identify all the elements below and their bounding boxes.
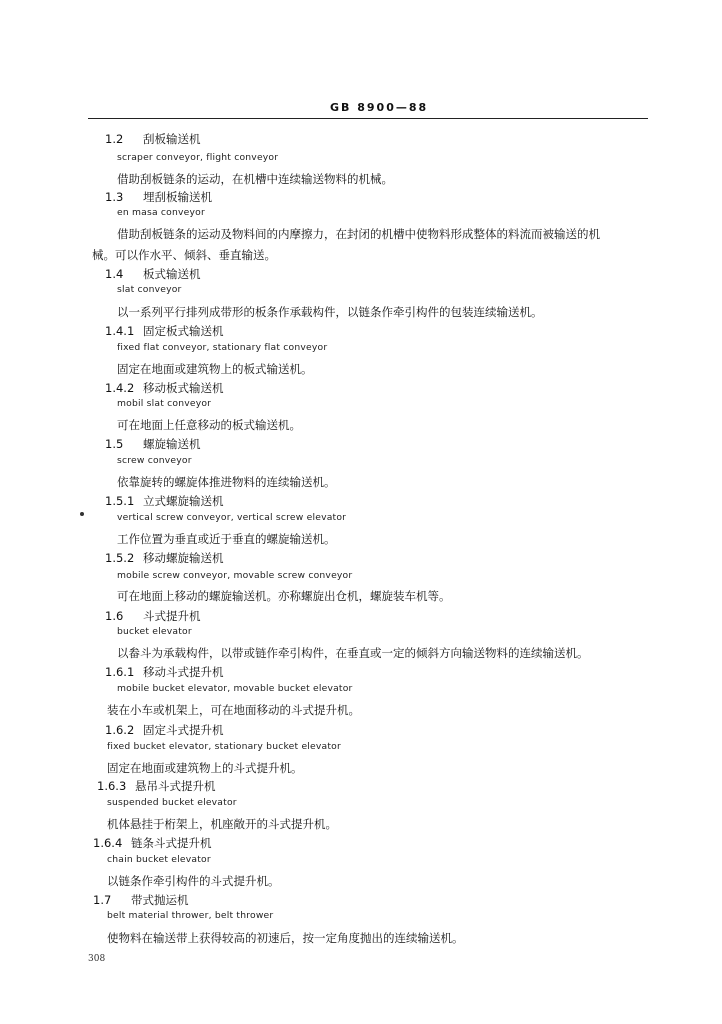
definition-text: 械。可以作水平、倾斜、垂直输送。 <box>92 248 276 262</box>
section-title: 带式抛运机 <box>131 893 189 907</box>
section-heading <box>105 493 224 509</box>
definition-text: 可在地面上任意移动的板式输送机。 <box>117 418 301 432</box>
english-term: suspended bucket elevator <box>107 797 237 808</box>
definition-text: 以链条作牵引构件的斗式提升机。 <box>107 874 280 888</box>
section-heading <box>93 835 212 851</box>
definition-text: 可在地面上移动的螺旋输送机。亦称螺旋出仓机，螺旋装车机等。 <box>117 589 451 603</box>
section-number: 1.6.2 <box>105 723 135 737</box>
english-term: scraper conveyor, flight conveyor <box>117 152 279 163</box>
english-term: chain bucket elevator <box>107 854 211 865</box>
section-number: 1.4.1 <box>105 324 135 338</box>
english-term: mobil slat conveyor <box>117 398 212 409</box>
section-heading <box>105 436 201 452</box>
section-title: 埋刮板输送机 <box>143 190 212 204</box>
section-title: 固定斗式提升机 <box>143 723 224 737</box>
section-number: 1.6.3 <box>97 779 127 793</box>
definition-text: 依靠旋转的螺旋体推进物料的连续输送机。 <box>117 475 336 489</box>
standard-header: GB 8900—88 <box>330 101 429 114</box>
section-title: 固定板式输送机 <box>143 324 224 338</box>
section-heading <box>97 778 216 794</box>
section-title: 移动螺旋输送机 <box>143 551 224 565</box>
english-term: slat conveyor <box>117 284 182 295</box>
definition-text: 借助刮板链条的运动及物料间的内摩擦力，在封闭的机槽中使物料形成整体的料流而被输送的机 <box>117 227 600 241</box>
section-heading <box>105 380 224 396</box>
definition-text: 使物料在输送带上获得较高的初速后，按一定角度抛出的连续输送机。 <box>107 931 464 945</box>
section-heading <box>105 664 224 680</box>
section-heading <box>105 550 224 566</box>
definition-text: 以一系列平行排列成带形的板条作承载构件，以链条作牵引构件的包装连续输送机。 <box>117 305 543 319</box>
section-number: 1.6 <box>105 609 124 623</box>
english-term: fixed flat conveyor, stationary flat conveyor <box>117 342 328 353</box>
definition-text: 以畚斗为承载构件，以带或链作牵引构件，在垂直或一定的倾斜方向输送物料的连续输送机。 <box>117 646 589 660</box>
section-title: 移动板式输送机 <box>143 381 224 395</box>
english-term: mobile bucket elevator, movable bucket elevator <box>117 683 353 694</box>
scan-speck <box>80 512 84 516</box>
section-title: 板式输送机 <box>143 267 201 281</box>
section-number: 1.5 <box>105 437 124 451</box>
section-title: 悬吊斗式提升机 <box>135 779 216 793</box>
section-number: 1.6.4 <box>93 836 123 850</box>
english-term: bucket elevator <box>117 626 192 637</box>
header-rule <box>88 118 648 119</box>
section-number: 1.3 <box>105 190 124 204</box>
section-number: 1.5.1 <box>105 494 135 508</box>
section-number: 1.5.2 <box>105 551 135 565</box>
section-number: 1.2 <box>105 132 124 146</box>
section-heading <box>105 608 201 624</box>
section-title: 移动斗式提升机 <box>143 665 224 679</box>
definition-text: 借助刮板链条的运动，在机槽中连续输送物料的机械。 <box>117 172 393 186</box>
section-title: 刮板输送机 <box>143 132 201 146</box>
definition-text: 机体悬挂于桁架上，机座敞开的斗式提升机。 <box>107 817 337 831</box>
section-title: 斗式提升机 <box>143 609 201 623</box>
page-number: 308 <box>88 954 106 964</box>
english-term: belt material thrower, belt thrower <box>107 910 274 921</box>
english-term: en masa conveyor <box>117 207 205 218</box>
section-heading <box>105 131 201 147</box>
definition-text: 固定在地面或建筑物上的斗式提升机。 <box>107 761 303 775</box>
section-heading <box>105 189 212 205</box>
section-heading <box>93 892 189 908</box>
section-heading <box>105 722 224 738</box>
section-number: 1.4 <box>105 267 124 281</box>
english-term: fixed bucket elevator, stationary bucket elevator <box>107 741 341 752</box>
section-title: 立式螺旋输送机 <box>143 494 224 508</box>
section-heading <box>105 266 201 282</box>
definition-text: 装在小车或机架上，可在地面移动的斗式提升机。 <box>107 703 360 717</box>
section-number: 1.6.1 <box>105 665 135 679</box>
english-term: mobile screw conveyor, movable screw conveyor <box>117 570 353 581</box>
section-title: 螺旋输送机 <box>143 437 201 451</box>
definition-text: 固定在地面或建筑物上的板式输送机。 <box>117 362 313 376</box>
section-heading <box>105 323 224 339</box>
section-number: 1.4.2 <box>105 381 135 395</box>
section-title: 链条斗式提升机 <box>131 836 212 850</box>
english-term: vertical screw conveyor, vertical screw elevator <box>117 512 347 523</box>
definition-text: 工作位置为垂直或近于垂直的螺旋输送机。 <box>117 532 336 546</box>
english-term: screw conveyor <box>117 455 192 466</box>
section-number: 1.7 <box>93 893 112 907</box>
